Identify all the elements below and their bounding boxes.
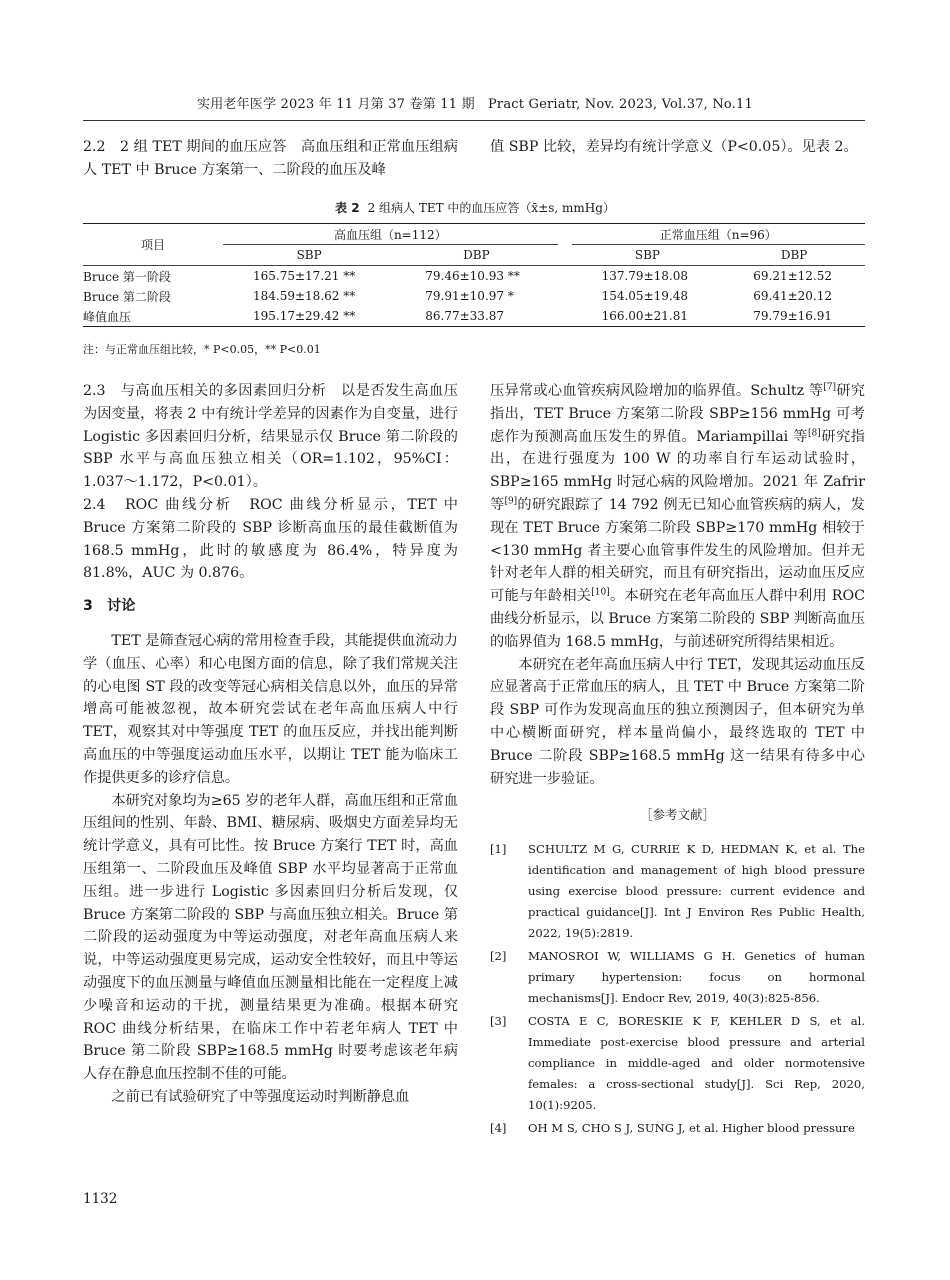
- citation: [8]: [808, 427, 821, 438]
- section-2-3: 2.3 与高血压相关的多因素回归分析 以是否发生高血压为因变量，将表 2 中有统计学差异的因素作为自变量，进行 Logistic 多因素回归分析，结果显示仅 Bruce 第二阶段的 SBP 水平与高血压独立相关（OR=1.102，95%CI：1.037～1.172，P<0.01）。: [83, 383, 458, 491]
- reference-item: [490, 946, 865, 1009]
- table-cell: 184.59±18.62 **: [253, 289, 356, 303]
- reference-item: [490, 1011, 865, 1116]
- table-subhead: DBP: [395, 245, 557, 266]
- table-group-hypertension: 高血压组（n=112）: [223, 224, 558, 245]
- citation: [7]: [823, 382, 837, 393]
- discussion-paragraph: 本研究在老年高血压病人中行 TET，发现其运动血压反应显著高于正常血压的病人，且 TET 中 Bruce 方案第二阶段 SBP 可作为发现高血压的独立预测因子，但本研究为单中心横断面研究，样本量尚偏小，最终选取的 TET 中 Bruce 二阶段 SBP≥168.5 mmHg 这一结果有待多中心研究进一步验证。: [490, 656, 865, 787]
- table-row: [83, 306, 865, 327]
- table-subhead: SBP: [223, 245, 395, 266]
- reference-text: OH M S, CHO S J, SUNG J, et al. Higher blood pressure: [528, 1121, 855, 1136]
- table-cell: 86.77±33.87: [395, 306, 557, 327]
- text-run: 。本研究在老年高血压人群中利用 ROC 曲线分析显示，以 Bruce 方案第二阶段的 SBP 判断高血压的临界值为 168.5 mmHg，与前述研究所得结果相近。: [490, 588, 865, 650]
- references-title: ［参考文献］: [639, 807, 715, 823]
- reference-item: [490, 1118, 865, 1139]
- table-subhead: SBP: [572, 245, 724, 266]
- section-2-4: 2.4 ROC 曲线分析 ROC 曲线分析显示，TET 中 Bruce 方案第二阶段的 SBP 诊断高血压的最佳截断值为 168.5 mmHg，此时的敏感度为 86.4%，特异度为 81.8%，AUC 为 0.876。: [83, 496, 458, 582]
- section-2-2-right: [490, 136, 865, 159]
- reference-number: [3]: [490, 1014, 507, 1029]
- table-cell: 79.46±10.93 **: [425, 269, 520, 283]
- table-note: 注：与正常血压组比较，* P<0.05，** P<0.01: [83, 343, 321, 356]
- reference-number: [2]: [490, 949, 507, 964]
- section-2-2-heading: 2.2 2 组 TET 期间的血压应答: [83, 139, 287, 155]
- blood-pressure-table: [83, 223, 865, 327]
- table-row-header: 项目: [83, 224, 223, 266]
- table-cell: 69.21±12.52: [753, 269, 833, 283]
- reference-text: COSTA E C, BORESKIE K F, KEHLER D S, et al. Immediate post-exercise blood pressure and arterial compliance in middle-aged and older normotensive females: a cross-sectional study[J]. Sci Rep, 2020, 10(1):9205.: [528, 1014, 865, 1113]
- section-2-2-left: [83, 136, 458, 182]
- table-cell: 154.05±19.48: [601, 289, 688, 303]
- table-cell: 79.79±16.91: [723, 306, 865, 327]
- text-run: 研究指出，在进行强度为 100 W 的功率自行车运动试验时，SBP≥165 mmHg 时冠心病的风险增加。2021 年 Zafrir 等: [490, 428, 865, 513]
- discussion-paragraph-cont: [490, 380, 865, 654]
- row-label: Bruce 第二阶段: [83, 289, 171, 304]
- running-header: 实用老年医学 2023 年 11 月第 37 卷第 11 期 Pract Geriatr, Nov. 2023, Vol.37, No.11: [197, 97, 753, 112]
- row-label: 峰值血压: [83, 306, 223, 327]
- section-2-2-text-right: 值 SBP 比较，差异均有统计学意义（P<0.05）。见表 2。: [490, 139, 858, 155]
- table-cell: 165.75±17.21 **: [253, 269, 356, 283]
- citation: [10]: [591, 587, 610, 598]
- table-title: 2 组病人 TET 中的血压应答（x̄±s, mmHg）: [367, 201, 615, 215]
- text-run: 研究指出，TET Bruce 方案第二阶段 SBP≥156 mmHg 可考虑作为预测高血压发生的界值。Mariampillai 等: [490, 383, 865, 445]
- reference-item: [490, 839, 865, 944]
- left-column: [83, 380, 458, 1109]
- reference-number: [4]: [490, 1121, 507, 1136]
- text-run: 压异常或心血管疾病风险增加的临界值。Schultz 等: [490, 383, 824, 399]
- citation: [9]: [504, 496, 518, 507]
- table-cell: 195.17±29.42 **: [223, 306, 395, 327]
- table-cell: 69.41±20.12: [753, 289, 833, 303]
- reference-text: SCHULTZ M G, CURRIE K D, HEDMAN K, et al. The identification and management of high blood pressure using exercise blood pressure: current evidence and practical guidance[J]. Int J Environ Res Public Health, 2022, 19(5):2819.: [528, 842, 865, 941]
- table-label: 表 2: [335, 201, 360, 215]
- table-row: [83, 286, 865, 306]
- reference-text: MANOSROI W, WILLIAMS G H. Genetics of human primary hypertension: focus on hormonal mechanisms[J]. Endocr Rev, 2019, 40(3):825-856.: [528, 949, 865, 1006]
- reference-number: [1]: [490, 842, 507, 857]
- table-caption: [0, 199, 950, 216]
- table-cell: 79.91±10.97 *: [425, 289, 514, 303]
- discussion-paragraph: TET 是筛查冠心病的常用检查手段，其能提供血流动力学（血压、心率）和心电图方面的信息，除了我们常规关注的心电图 ST 段的改变等冠心病相关信息以外，血压的异常增高可能被忽视，故本研究尝试在老年高血压病人中行 TET，观察其对中等强度 TET 的血压反应，并找出能判断高血压的中等强度运动血压水平，以期让 TET 能为临床工作提供更多的诊疗信息。: [83, 632, 458, 786]
- right-column: [490, 380, 865, 1141]
- table-subhead: DBP: [723, 245, 865, 266]
- row-label: Bruce 第一阶段: [83, 269, 171, 284]
- page-number: 1132: [83, 1191, 118, 1207]
- section-3-title: 3 讨论: [83, 598, 136, 615]
- table-cell: 166.00±21.81: [572, 306, 724, 327]
- discussion-paragraph: 之前已有试验研究了中等强度运动时判断静息血: [111, 1088, 410, 1105]
- discussion-paragraph: 本研究对象均为≥65 岁的老年人群，高血压组和正常血压组间的性别、年龄、BMI、糖尿病、吸烟史方面差异均无统计学意义，具有可比性。按 Bruce 方案行 TET 时，高血压组第一、二阶段血压及峰值 SBP 水平均显著高于正常血压组。进一步进行 Logistic 多因素回归分析后发现，仅 Bruce 方案第二阶段的 SBP 与高血压独立相关。Bruce 第二阶段的运动强度为中等运动强度，对老年高血压病人来说，中等运动强度更易完成，运动安全性较好，而且中等运动强度下的血压测量与峰值血压测量相比能在一定程度上减少噪音和运动的干扰，测量结果更为准确。根据本研究 ROC 曲线分析结果，在临床工作中若老年病人 TET 中 Bruce 第二阶段 SBP≥168.5 mmHg 时要考虑该老年病人存在静息血压控制不佳的可能。: [83, 792, 458, 1083]
- section-2-2-text-left: 高血压组和正常血压组病人 TET 中 Bruce 方案第一、二阶段的血压及峰: [83, 139, 458, 178]
- table-row: [83, 266, 865, 287]
- text-run: 的研究跟踪了 14 792 例无已知心血管疾病的病人，发现在 TET Bruce 方案第二阶段 SBP≥170 mmHg 相较于<130 mmHg 者主要心血管事件发生的风险增加。但并无针对老年人群的相关研究，而且有研究指出，运动血压反应可能与年龄相关: [490, 496, 865, 605]
- header-rule: [83, 120, 865, 121]
- table-group-normal: 正常血压组（n=96）: [572, 224, 865, 245]
- table-cell: 137.79±18.08: [601, 269, 688, 283]
